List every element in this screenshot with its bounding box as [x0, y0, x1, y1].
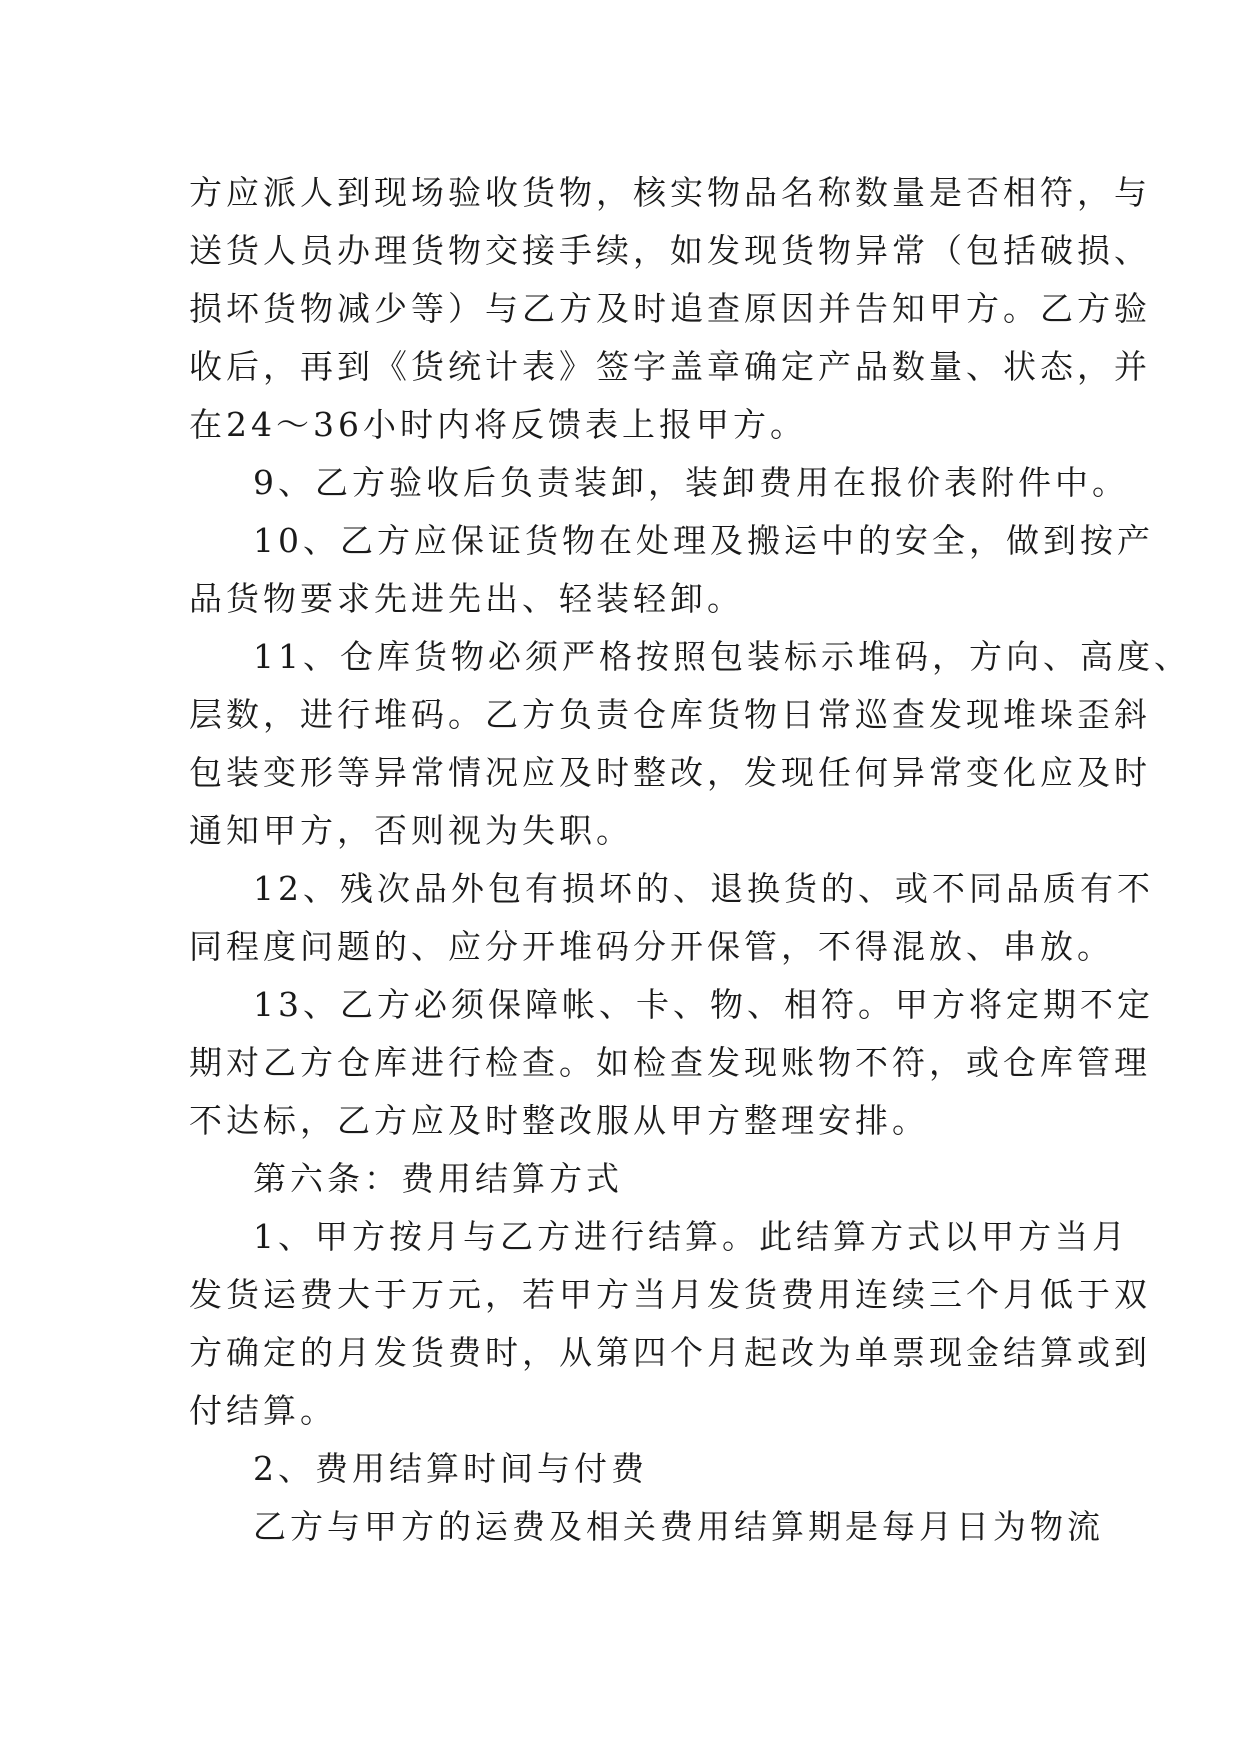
text-line: 10、乙方应保证货物在处理及搬运中的安全，做到按产: [253, 521, 1154, 560]
text-line: 方应派人到现场验收货物，核实物品名称数量是否相符，与: [189, 173, 1151, 212]
text-line: 方确定的月发货费时，从第四个月起改为单票现金结算或到: [189, 1333, 1151, 1372]
text-line: 收后，再到《货统计表》签字盖章确定产品数量、状态，并: [189, 347, 1151, 386]
text-line: 送货人员办理货物交接手续，如发现货物异常（包括破损、: [189, 231, 1151, 270]
text-line: 发货运费大于万元，若甲方当月发货费用连续三个月低于双: [189, 1275, 1151, 1314]
document-body: [189, 164, 1191, 1556]
text-line: 包装变形等异常情况应及时整改，发现任何异常变化应及时: [189, 753, 1151, 792]
text-line: 在24～36小时内将反馈表上报甲方。: [189, 405, 807, 444]
text-line: 11、仓库货物必须严格按照包装标示堆码，方向、高度、: [253, 637, 1191, 676]
text-line: 损坏货物减少等）与乙方及时追查原因并告知甲方。乙方验: [189, 289, 1151, 328]
text-line: 层数，进行堆码。乙方负责仓库货物日常巡查发现堆垛歪斜: [189, 695, 1151, 734]
text-line: 付结算。: [189, 1391, 337, 1430]
text-line: 2、费用结算时间与付费: [253, 1449, 648, 1488]
text-line: 第六条：费用结算方式: [253, 1159, 623, 1198]
text-line: 9、乙方验收后负责装卸，装卸费用在报价表附件中。: [253, 463, 1129, 502]
text-line: 不达标，乙方应及时整改服从甲方整理安排。: [189, 1101, 929, 1140]
text-line: 乙方与甲方的运费及相关费用结算期是每月日为物流: [253, 1507, 1104, 1546]
text-line: 期对乙方仓库进行检查。如检查发现账物不符，或仓库管理: [189, 1043, 1151, 1082]
text-line: 同程度问题的、应分开堆码分开保管，不得混放、串放。: [189, 927, 1114, 966]
text-line: 通知甲方，否则视为失职。: [189, 811, 633, 850]
text-line: 12、残次品外包有损坏的、退换货的、或不同品质有不: [253, 869, 1154, 908]
text-line: 13、乙方必须保障帐、卡、物、相符。甲方将定期不定: [253, 985, 1154, 1024]
text-line: 1、甲方按月与乙方进行结算。此结算方式以甲方当月: [253, 1217, 1129, 1256]
text-line: 品货物要求先进先出、轻装轻卸。: [189, 579, 744, 618]
